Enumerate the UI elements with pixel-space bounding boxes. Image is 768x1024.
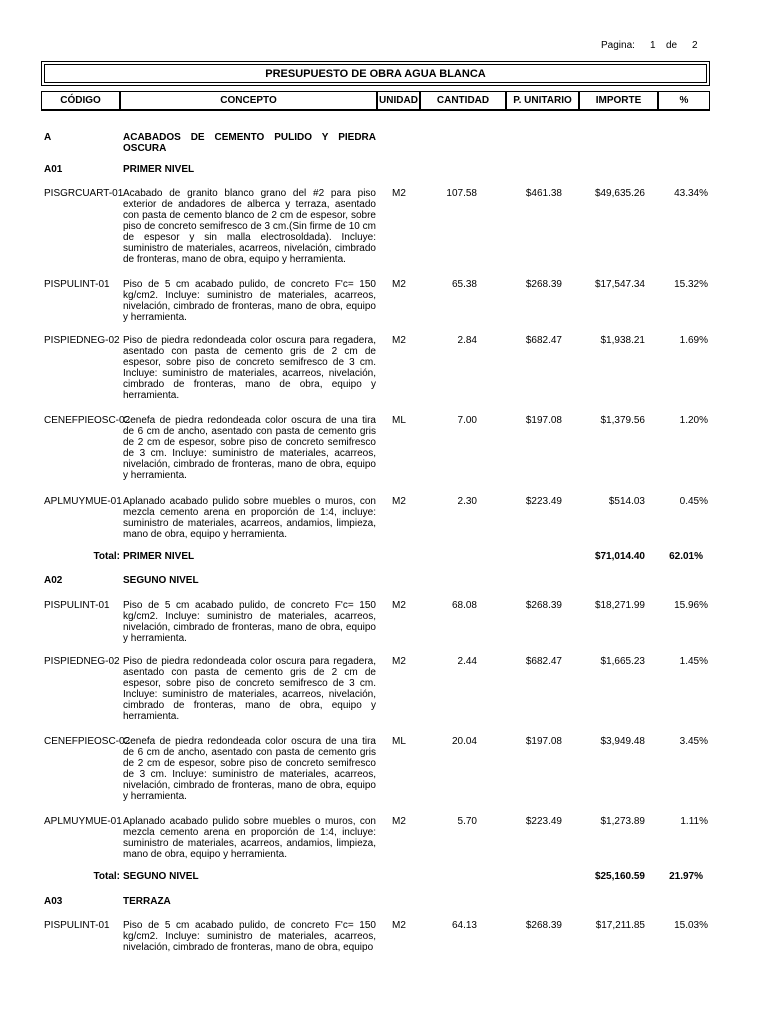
item-code: APLMUYMUE-01 (44, 816, 122, 827)
item-amount: $514.03 (608, 496, 645, 507)
item-qty: 20.04 (451, 736, 477, 747)
item-desc: Piso de piedra redondeada color oscura para regadera, asentado con pasta de cemento gris de 2 cm de espesor, sobre piso de concreto semifresco de 3 cm. Incluye: suministro de materiales, acarreos, nivelación, cimbrado de fronteras, mano de obra, equipo y herramienta. (123, 335, 376, 401)
item-code: PISGRCUART-01 (44, 188, 124, 199)
item-qty: 2.84 (457, 335, 477, 346)
item-desc: Cenefa de piedra redondeada color oscura de una tira de 6 cm de ancho, asentado con pasta de cemento gris de 2 cm de espesor, sobre piso de concreto semifresco de 3 cm. Incluye: suministro de materiales, acarreos, nivelación, cimbrado de fronteras, mano de obra, equipo y herramienta. (123, 736, 376, 802)
item-code: PISPIEDNEG-02 (44, 656, 120, 667)
group-name: TERRAZA (123, 896, 171, 907)
item-amount: $49,635.26 (594, 188, 645, 199)
item-code: PISPULINT-01 (44, 920, 110, 931)
header-pct: % (658, 91, 710, 111)
item-unit: M2 (392, 816, 406, 827)
header-importe: IMPORTE (579, 91, 658, 111)
item-desc: Acabado de granito blanco grano del #2 para piso exterior de andadores de alberca y terraza, asentado con pasta de cemento blanco de 2 cm de espesor, sobre piso de concreto semifresco de 3 cm.(Sin firme de 10 cm de espesor y sin malla electrosoldada). Incluye: suministro de materiales, acarreos, nivelación, cimbrado de fronteras, mano de obra, equipo y herramienta. (123, 188, 376, 265)
header-cantidad: CANTIDAD (420, 91, 506, 111)
group-code: A02 (44, 575, 63, 586)
item-amount: $1,665.23 (600, 656, 645, 667)
item-amount: $1,938.21 (600, 335, 645, 346)
item-amount: $17,211.85 (595, 920, 645, 931)
item-amount: $1,379.56 (600, 415, 645, 426)
item-code: PISPULINT-01 (44, 600, 110, 611)
item-unit: ML (392, 736, 406, 747)
item-pct: 1.11% (680, 816, 708, 827)
item-amount: $17,547.34 (594, 279, 645, 290)
header-concepto: CONCEPTO (120, 91, 377, 111)
item-pct: 0.45% (679, 496, 708, 507)
item-pct: 3.45% (679, 736, 708, 747)
section-name: ACABADOS DE CEMENTO PULIDO Y PIEDRA OSCURA (123, 132, 376, 154)
item-price: $682.47 (525, 335, 562, 346)
page-label: Pagina: (601, 40, 635, 51)
item-pct: 15.96% (674, 600, 708, 611)
item-amount: $1,273.89 (600, 816, 645, 827)
item-desc: Piso de 5 cm acabado pulido, de concreto F'c= 150 kg/cm2. Incluye: suministro de materiales, acarreos, nivelación, cimbrado de fronteras, mano de obra, equipo y herramienta. (123, 279, 376, 323)
item-pct: 43.34% (674, 188, 708, 199)
total-name: PRIMER NIVEL (123, 551, 195, 562)
page-current: 1 (650, 40, 656, 51)
group-name: SEGUNO NIVEL (123, 575, 199, 586)
page-total: 2 (692, 40, 698, 51)
item-price: $682.47 (525, 656, 562, 667)
page-of: de (666, 40, 678, 51)
item-pct: 1.45% (679, 656, 708, 667)
item-qty: 64.13 (451, 920, 477, 931)
group-code: A03 (44, 896, 63, 907)
total-name: SEGUNO NIVEL (123, 871, 199, 882)
item-unit: M2 (392, 335, 406, 346)
item-price: $223.49 (525, 816, 562, 827)
item-qty: 2.44 (457, 656, 477, 667)
section-code: A (44, 132, 52, 143)
item-code: PISPIEDNEG-02 (44, 335, 120, 346)
item-pct: 15.32% (674, 279, 708, 290)
item-unit: M2 (392, 920, 406, 931)
item-amount: $18,271.99 (594, 600, 645, 611)
total-label: Total: (93, 551, 120, 562)
item-code: PISPULINT-01 (44, 279, 110, 290)
item-price: $197.08 (525, 736, 562, 747)
item-code: CENEFPIEOSC-02 (44, 736, 131, 747)
item-desc: Aplanado acabado pulido sobre muebles o muros, con mezcla cemento arena en proporción de 1:4, incluye: suministro de materiales, acarreos, andamios, limpieza, mano de obra, equipo y herramienta. (123, 496, 376, 540)
total-label: Total: (93, 871, 120, 882)
item-price: $461.38 (525, 188, 562, 199)
group-code: A01 (44, 164, 63, 175)
item-price: $268.39 (525, 920, 562, 931)
item-qty: 5.70 (457, 816, 477, 827)
page-title: PRESUPUESTO DE OBRA AGUA BLANCA (44, 64, 707, 83)
item-unit: ML (392, 415, 406, 426)
item-desc: Aplanado acabado pulido sobre muebles o muros, con mezcla cemento arena en proporción de 1:4, incluye: suministro de materiales, acarreos, andamios, limpieza, mano de obra, equipo y herramienta. (123, 816, 376, 860)
item-qty: 7.00 (457, 415, 477, 426)
header-punitario: P. UNITARIO (506, 91, 579, 111)
item-price: $268.39 (525, 279, 562, 290)
title-box (41, 61, 710, 86)
item-unit: M2 (392, 600, 406, 611)
total-pct: 21.97% (669, 871, 703, 882)
item-amount: $3,949.48 (600, 736, 645, 747)
header-unidad: UNIDAD (377, 91, 420, 111)
item-qty: 107.58 (446, 188, 477, 199)
item-pct: 15.03% (674, 920, 708, 931)
total-amount: $25,160.59 (594, 871, 645, 882)
item-price: $223.49 (525, 496, 562, 507)
item-unit: M2 (392, 188, 406, 199)
item-pct: 1.20% (679, 415, 708, 426)
item-code: CENEFPIEOSC-02 (44, 415, 131, 426)
item-unit: M2 (392, 496, 406, 507)
item-desc: Piso de 5 cm acabado pulido, de concreto F'c= 150 kg/cm2. Incluye: suministro de materiales, acarreos, nivelación, cimbrado de fronteras, mano de obra, equipo y herramienta. (123, 600, 376, 644)
item-code: APLMUYMUE-01 (44, 496, 122, 507)
item-pct: 1.69% (679, 335, 708, 346)
item-qty: 65.38 (451, 279, 477, 290)
item-desc: Cenefa de piedra redondeada color oscura de una tira de 6 cm de ancho, asentado con pasta de cemento gris de 2 cm de espesor, sobre piso de concreto semifresco de 3 cm. Incluye: suministro de materiales, acarreos, nivelación, cimbrado de fronteras, mano de obra, equipo y herramienta. (123, 415, 376, 481)
item-qty: 2.30 (457, 496, 477, 507)
item-desc: Piso de piedra redondeada color oscura para regadera, asentado con pasta de cemento gris de 2 cm de espesor, sobre piso de concreto semifresco de 3 cm. Incluye: suministro de materiales, acarreos, nivelación, cimbrado de fronteras, mano de obra, equipo y herramienta. (123, 656, 376, 722)
total-pct: 62.01% (669, 551, 703, 562)
header-codigo: CÓDIGO (41, 91, 120, 111)
item-price: $268.39 (525, 600, 562, 611)
item-price: $197.08 (525, 415, 562, 426)
item-desc: Piso de 5 cm acabado pulido, de concreto F'c= 150 kg/cm2. Incluye: suministro de materiales, acarreos, nivelación, cimbrado de fronteras, mano de obra, equipo (123, 920, 376, 953)
item-unit: M2 (392, 656, 406, 667)
total-amount: $71,014.40 (594, 551, 645, 562)
item-qty: 68.08 (451, 600, 477, 611)
item-unit: M2 (392, 279, 406, 290)
group-name: PRIMER NIVEL (123, 164, 195, 175)
